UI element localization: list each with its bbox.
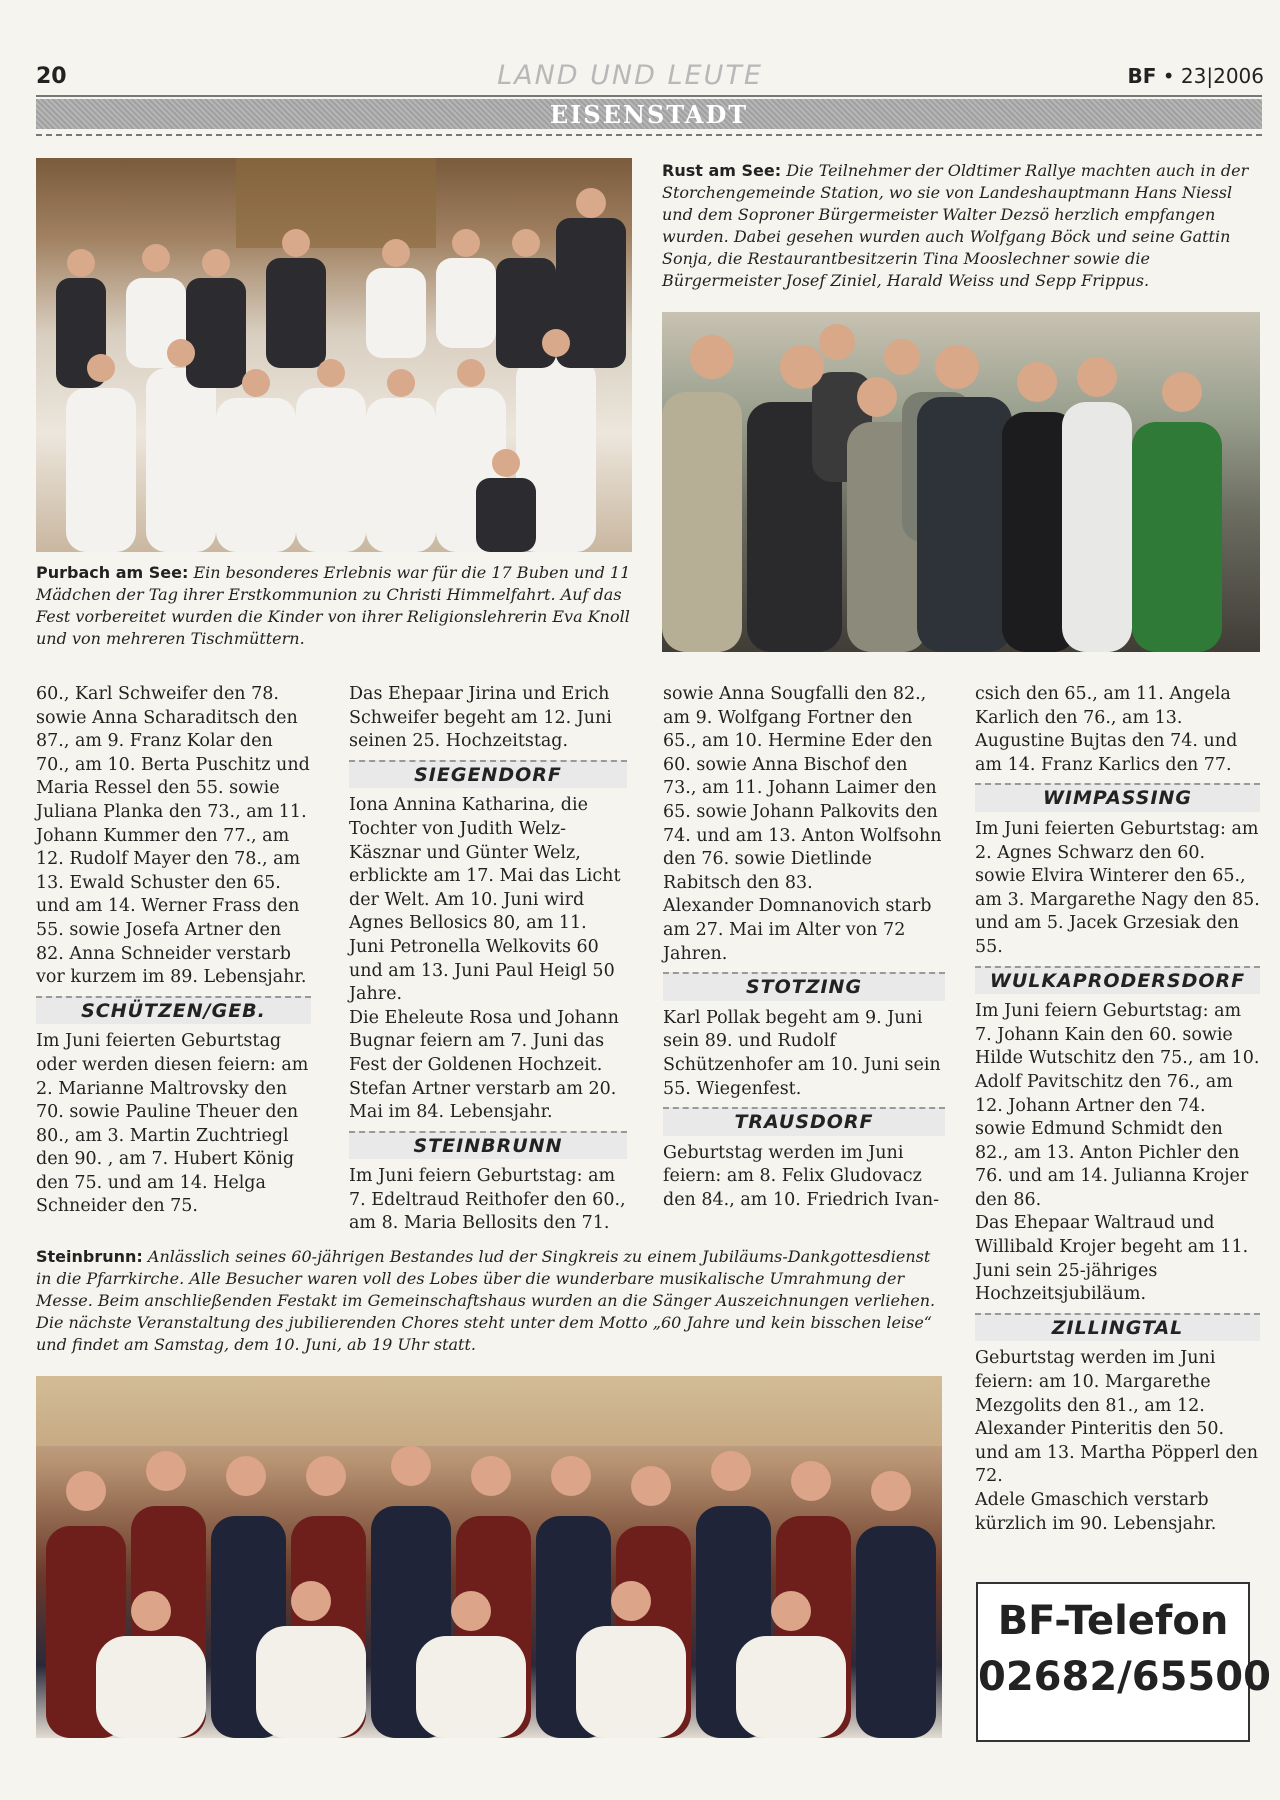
heading-siegendorf: SIEGENDORF [349,760,627,789]
region-band [36,99,1262,129]
column-4 [975,683,1260,1536]
column-1-text: 60., Karl Schweifer den 78. sowie Anna Scharaditsch den 87., am 9. Franz Kolar den 70., am 10. Berta Puschitz und Maria Ressel den 55. sowie Juliana Planka den 73., am 11. Johann Kummer den 77., am 12. Rudolf Mayer den 78., am 13. Ewald Schuster den 65. und am 14. Werner Frass den 55. sowie Josefa Artner den 82. Anna Schneider verstarb vor kurzem im 89. Lebensjahr. [36,684,310,988]
steinbrunn-caption [36,1246,942,1356]
choir-group-photo [36,1376,942,1738]
steinbrunn-text: Im Juni feiern Geburtstag: am 7. Edeltraud Reithofer den 60., am 8. Maria Bellosits den 71. [349,1166,626,1234]
column-3-text: sowie Anna Sougfalli den 82., am 9. Wolfgang Fortner den 65., am 10. Hermine Eder den 60. sowie Anna Bischof den 73., am 11. Johann Laimer den 65. sowie Johann Palkovits den 74. und am 13. Anton Wolfsohn den 76. sowie Dietlinde Rabitsch den 83. Alexander Domnanovich starb am 27. Mai im Alter von 72 Jahren. [663,684,942,964]
heading-schuetzen: SCHÜTZEN/GEB. [36,996,311,1025]
rust-place: Rust am See: [662,161,782,180]
region-title: EISENSTADT [549,100,749,129]
schuetzen-text: Im Juni feierten Geburtstag oder werden diesen feiern: am 2. Marianne Maltrovsky den 70. sowie Pauline Theuer den 80., am 3. Martin Zuchtriegl den 90. , am 7. Hubert König den 75. und am 14. Helga Schneider den 75. [36,1031,309,1217]
bullet-separator: • [1162,64,1181,88]
dashed-divider [36,134,1262,136]
issue-number: 23|2006 [1180,64,1264,88]
page-number: 20 [36,64,67,89]
siegendorf-text: Iona Annina Katharina, die Tochter von Judith Welz-Käsznar und Günter Welz, erblickte am 17. Mai das Licht der Welt. Am 10. Juni wird Agnes Bellosics 80, am 11. Juni Petronella Welkovits 60 und am 13. Juni Paul Heigl 50 Jahre. Die Eheleute Rosa und Johann Bugnar feiern am 7. Juni das Fest der Goldenen Hochzeit. Stefan Artner verstarb am 20. Mai im 84. Lebensjahr. [349,795,621,1123]
column-4-text: csich den 65., am 11. Angela Karlich den 76., am 13. Augustine Bujtas den 74. und am 14. Franz Karlics den 77. [975,684,1238,775]
heading-trausdorf: TRAUSDORF [663,1107,945,1136]
purbach-caption [36,562,632,650]
phone-label: BF-Telefon [997,1598,1229,1644]
stotzing-text: Karl Pollak begeht am 9. Juni sein 89. und Rudolf Schützenhofer am 10. Juni sein 55. Wiegenfest. [663,1007,941,1099]
wimpassing-text: Im Juni feierten Geburtstag: am 2. Agnes Schwarz den 60. sowie Elvira Winterer den 65., am 3. Margarethe Nagy den 85. und am 5. Jacek Grzesiak den 55. [975,818,1260,957]
rust-caption [662,160,1260,292]
paper-name: BF [1127,64,1157,88]
purbach-place: Purbach am See: [36,563,189,582]
section-title: LAND UND LEUTE [497,60,763,91]
bf-phone-box [976,1582,1271,1742]
column-2-text: Das Ehepaar Jirina und Erich Schweifer begeht am 12. Juni seinen 25. Hochzeitstag. [349,684,612,752]
issue-info [1127,64,1264,88]
heading-stotzing: STOTZING [663,972,945,1001]
rust-text: Die Teilnehmer der Oldtimer Rallye machten auch in der Storchengemeinde Station, wo sie von Landeshauptmann Hans Niessl und dem Soproner Bürgermeister Walter Dezsö herzlich empfangen wurden. Dabei gesehen wurden auch Wolfgang Böck und seine Gattin Sonja, die Restaurantbesitzerin Tina Mooslechner sowie die Bürgermeister Josef Ziniel, Harald Weiss und Sepp Frippus. [662,161,1249,290]
choir-photo-figures [36,1376,942,1738]
rally-group-photo [662,312,1260,652]
rally-photo-figures [662,312,1260,652]
heading-zillingtal: ZILLINGTAL [975,1313,1260,1342]
column-3 [663,683,945,1212]
steinbrunn-place: Steinbrunn: [36,1247,143,1266]
heading-steinbrunn: STEINBRUNN [349,1131,627,1160]
trausdorf-text: Geburtstag werden im Juni feiern: am 8. Felix Gludovacz den 84., am 10. Friedrich Ivan- [663,1142,940,1210]
communion-group-photo [36,158,632,552]
wulkaprodersdorf-text: Im Juni feiern Geburtstag: am 7. Johann Kain den 60. sowie Hilde Wutschitz den 75., am 10. Adolf Pavitschitz den 76., am 12. Johann Artner den 74. sowie Edmund Schmidt den 82., am 13. Anton Pichler den 76. und am 14. Julianna Krojer den 86. Das Ehepaar Waltraud und Willibald Krojer begeht am 11. Juni sein 25-jähriges Hochzeitsjubiläum. [975,1001,1260,1305]
communion-photo-figures [36,158,632,552]
phone-number: 02682/65500 [978,1654,1271,1700]
heading-wulkaprodersdorf: WULKAPRODERSDORF [975,966,1260,995]
header-rule [36,95,1262,97]
steinbrunn-caption-text: Anlässlich seines 60-jährigen Bestandes lud der Singkreis zu einem Jubiläums-Dankgottesdienst in die Pfarrkirche. Alle Besucher waren voll des Lobes über die wunderbare musikalische Umrahmung der Messe. Beim anschließenden Festakt im Gemeinschaftshaus wurden an die Sänger Auszeichnungen verliehen. Die nächste Veranstaltung des jubilierenden Chores steht unter dem Motto „60 Jahre und kein bisschen leise“ und findet am Samstag, dem 10. Juni, ab 19 Uhr statt. [36,1247,936,1354]
column-2 [349,683,627,1236]
column-1 [36,683,311,1219]
purbach-text: Ein besonderes Erlebnis war für die 17 Buben und 11 Mädchen der Tag ihrer Erstkommunion zu Christi Himmelfahrt. Auf das Fest vorbereitet wurden die Kinder von ihrer Religionslehrerin Eva Knoll und von mehreren Tischmüttern. [36,563,631,648]
heading-wimpassing: WIMPASSING [975,783,1260,812]
zillingtal-text: Geburtstag werden im Juni feiern: am 10. Margarethe Mezgolits den 81., am 12. Alexander Pinteritis den 50. und am 13. Martha Pöpperl den 72. Adele Gmaschich verstarb kürzlich im 90. Lebensjahr. [975,1348,1259,1534]
